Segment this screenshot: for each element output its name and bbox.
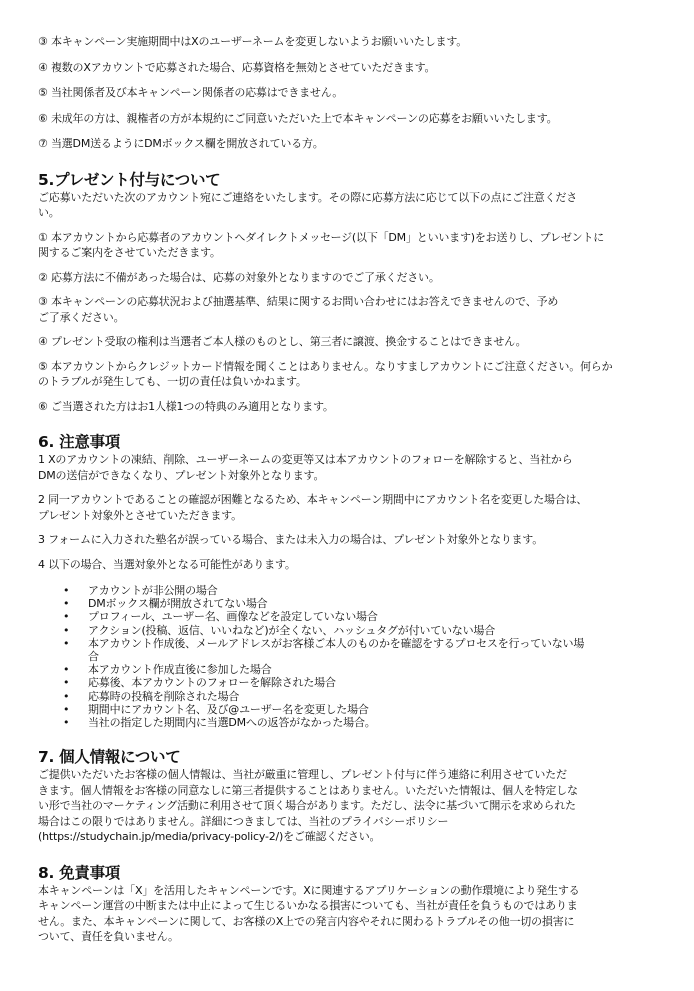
document-page (38, 34, 658, 945)
list-item-text: 期間中にアカウント名、及び@ユーザー名を変更した場合 (88, 702, 369, 716)
delivery-item (38, 334, 658, 350)
section-privacy (38, 747, 658, 845)
delivery-item-line: ① 本アカウントから応募者のアカウントへダイレクトメッセージ(以下「DM」といいます)をお送りし、プレゼントに (38, 230, 605, 244)
list-item-text: アカウントが非公開の場合 (88, 584, 218, 597)
delivery-item-line: ⑥ ご当選された方はお1人様1つの特典のみ適用となります。 (38, 399, 334, 413)
disclaimer-text-line: キャンペーン運営の中断または中止によって生じるいかなる損害についても、当社が責任を負うものではありま (38, 899, 578, 913)
list-item-text: 応募時の投稿を削除された場合 (88, 689, 240, 703)
note-item-line: プレゼント対象外とさせていただきます。 (38, 508, 242, 522)
privacy-text-line: (https://studychain.jp/media/privacy-policy-2/)をご確認ください。 (38, 830, 381, 844)
privacy-text-line: い形で当社のマーケティング活動に利用させて頂く場合があります。ただし、法令に基づいて開示を求められた (38, 799, 576, 813)
section-present-delivery (38, 170, 658, 415)
bullet-icon: • (63, 623, 70, 637)
list-item (38, 610, 658, 623)
list-item-text: 本アカウント作成直後に参加した場合 (88, 663, 272, 677)
list-item-text: 本アカウント作成後、メールアドレスがお客様ご本人のものかを確認をするプロセスを行っていない場 (88, 636, 585, 650)
privacy-text-line: きます。個人情報をお客様の同意なしに第三者提供することはありません。いただいた情報は、個人を特定しな (38, 783, 578, 797)
list-item-text: プロフィール、ユーザー名、画像などを設定していない場合 (88, 610, 378, 624)
list-item (38, 584, 658, 597)
delivery-item-line: 関するご案内をさせていただきます。 (38, 246, 221, 259)
list-item (38, 703, 658, 716)
eligibility-item: ④ 複数のXアカウントで応募された場合、応募資格を無効とさせていただきます。 (38, 60, 436, 74)
note-item-line: 3 フォームに入力された塾名が誤っている場合、または未入力の場合は、プレゼント対象外となります。 (38, 533, 544, 546)
section-heading: 5.プレゼント付与について (38, 170, 221, 189)
bullet-icon: • (63, 597, 70, 611)
list-item-text: 当社の指定した期間内に当選DMへの返答がなかった場合。 (88, 716, 376, 730)
list-item (38, 637, 658, 663)
disqualification-list (38, 584, 658, 729)
bullet-icon: • (63, 689, 70, 703)
note-item (38, 532, 658, 548)
eligibility-item: ⑥ 未成年の方は、親権者の方が本規約にご同意いただいた上で本キャンペーンの応募をお願いいたします。 (38, 111, 558, 125)
list-item-text: 合 (88, 650, 99, 664)
list-item (38, 624, 658, 637)
disclaimer-text-line: せん。また、本キャンペーンに関して、お客様のX上での発言内容やそれに関わるトラブルその他一切の損害に (38, 914, 575, 928)
eligibility-item: ⑦ 当選DM送るようにDMボックス欄を開放されている方。 (38, 137, 324, 150)
delivery-item (38, 270, 658, 286)
delivery-item (38, 399, 658, 415)
eligibility-item: ⑤ 当社関係者及び本キャンペーン関係者の応募はできません。 (38, 86, 343, 99)
delivery-item-line: ご了承ください。 (38, 310, 125, 324)
bullet-icon: • (63, 676, 70, 690)
section-intro-line: ご応募いただいた次のアカウント宛にご連絡をいたします。その際に応募方法に応じて以下の点にご注意くださ (38, 190, 578, 204)
delivery-item-line: ③ 本キャンペーンの応募状況および抽選基準、結果に関するお問い合わせにはお答えできませんので、予め (38, 295, 559, 308)
section-heading: 8. 免責事項 (38, 863, 120, 882)
delivery-item-line: ⑤ 本アカウントからクレジットカード情報を聞くことはありません。なりすましアカウントにご注意ください。何らか (38, 359, 613, 373)
eligibility-list (38, 34, 658, 152)
bullet-icon: • (63, 716, 70, 730)
section-heading: 7. 個人情報について (38, 748, 181, 767)
eligibility-item: ③ 本キャンペーン実施期間中はXのユーザーネームを変更しないようお願いいたします。 (38, 35, 468, 48)
note-item (38, 557, 658, 573)
list-item-text: DMボックス欄が開放されてない場合 (88, 597, 268, 611)
note-item-line: 2 同一アカウントであることの確認が困難となるため、本キャンペーン期間中にアカウント名を変更した場合は、 (38, 493, 588, 506)
bullet-icon: • (63, 663, 70, 677)
delivery-item-line: のトラブルが発生しても、一切の責任は負いかねます。 (38, 375, 307, 388)
list-item (38, 716, 658, 729)
bullet-icon: • (63, 610, 70, 624)
bullet-icon: • (63, 636, 70, 650)
list-item (38, 663, 658, 676)
bullet-icon: • (63, 702, 70, 716)
disclaimer-text-line: 本キャンペーンは「X」を活用したキャンペーンです。Xに関連するアプリケーションの動作環境により発生する (38, 883, 580, 897)
list-item (38, 676, 658, 689)
delivery-item-line: ② 応募方法に不備があった場合は、応募の対象外となりますのでご了承ください。 (38, 270, 440, 284)
delivery-item (38, 230, 658, 261)
note-item-line: 1 Xのアカウントの凍結、削除、ユーザーネームの変更等又は本アカウントのフォローを解除すると、当社から (38, 453, 573, 466)
list-item (38, 597, 658, 610)
delivery-item-line: ④ プレゼント受取の権利は当選者ご本人様のものとし、第三者に譲渡、換金することはできません。 (38, 335, 527, 348)
section-intro-line: い。 (38, 206, 60, 219)
disclaimer-text-line: ついて、責任を負いません。 (38, 930, 179, 944)
note-item (38, 452, 658, 483)
privacy-text-line: ご提供いただいたお客様の個人情報は、当社が厳重に管理し、プレゼント付与に伴う連絡に利用させていただ (38, 768, 567, 782)
section-heading: 6. 注意事項 (38, 433, 120, 451)
privacy-text-line: 場合はこの限りではありません。詳細につきましては、当社のプライバシーポリシー (38, 814, 449, 828)
delivery-item (38, 359, 658, 390)
delivery-item (38, 294, 658, 325)
bullet-icon: • (63, 584, 70, 597)
note-item-line: 4 以下の場合、当選対象外となる可能性があります。 (38, 557, 296, 571)
note-item-line: DMの送信ができなくなり、プレゼント対象外となります。 (38, 468, 325, 482)
note-item (38, 492, 658, 523)
section-disclaimer (38, 863, 658, 945)
list-item-text: アクション(投稿、返信、いいねなど)が全くない、ハッシュタグが付いていない場合 (88, 623, 496, 637)
list-item (38, 690, 658, 703)
section-notes (38, 432, 658, 729)
list-item-text: 応募後、本アカウントのフォローを解除された場合 (88, 676, 336, 690)
